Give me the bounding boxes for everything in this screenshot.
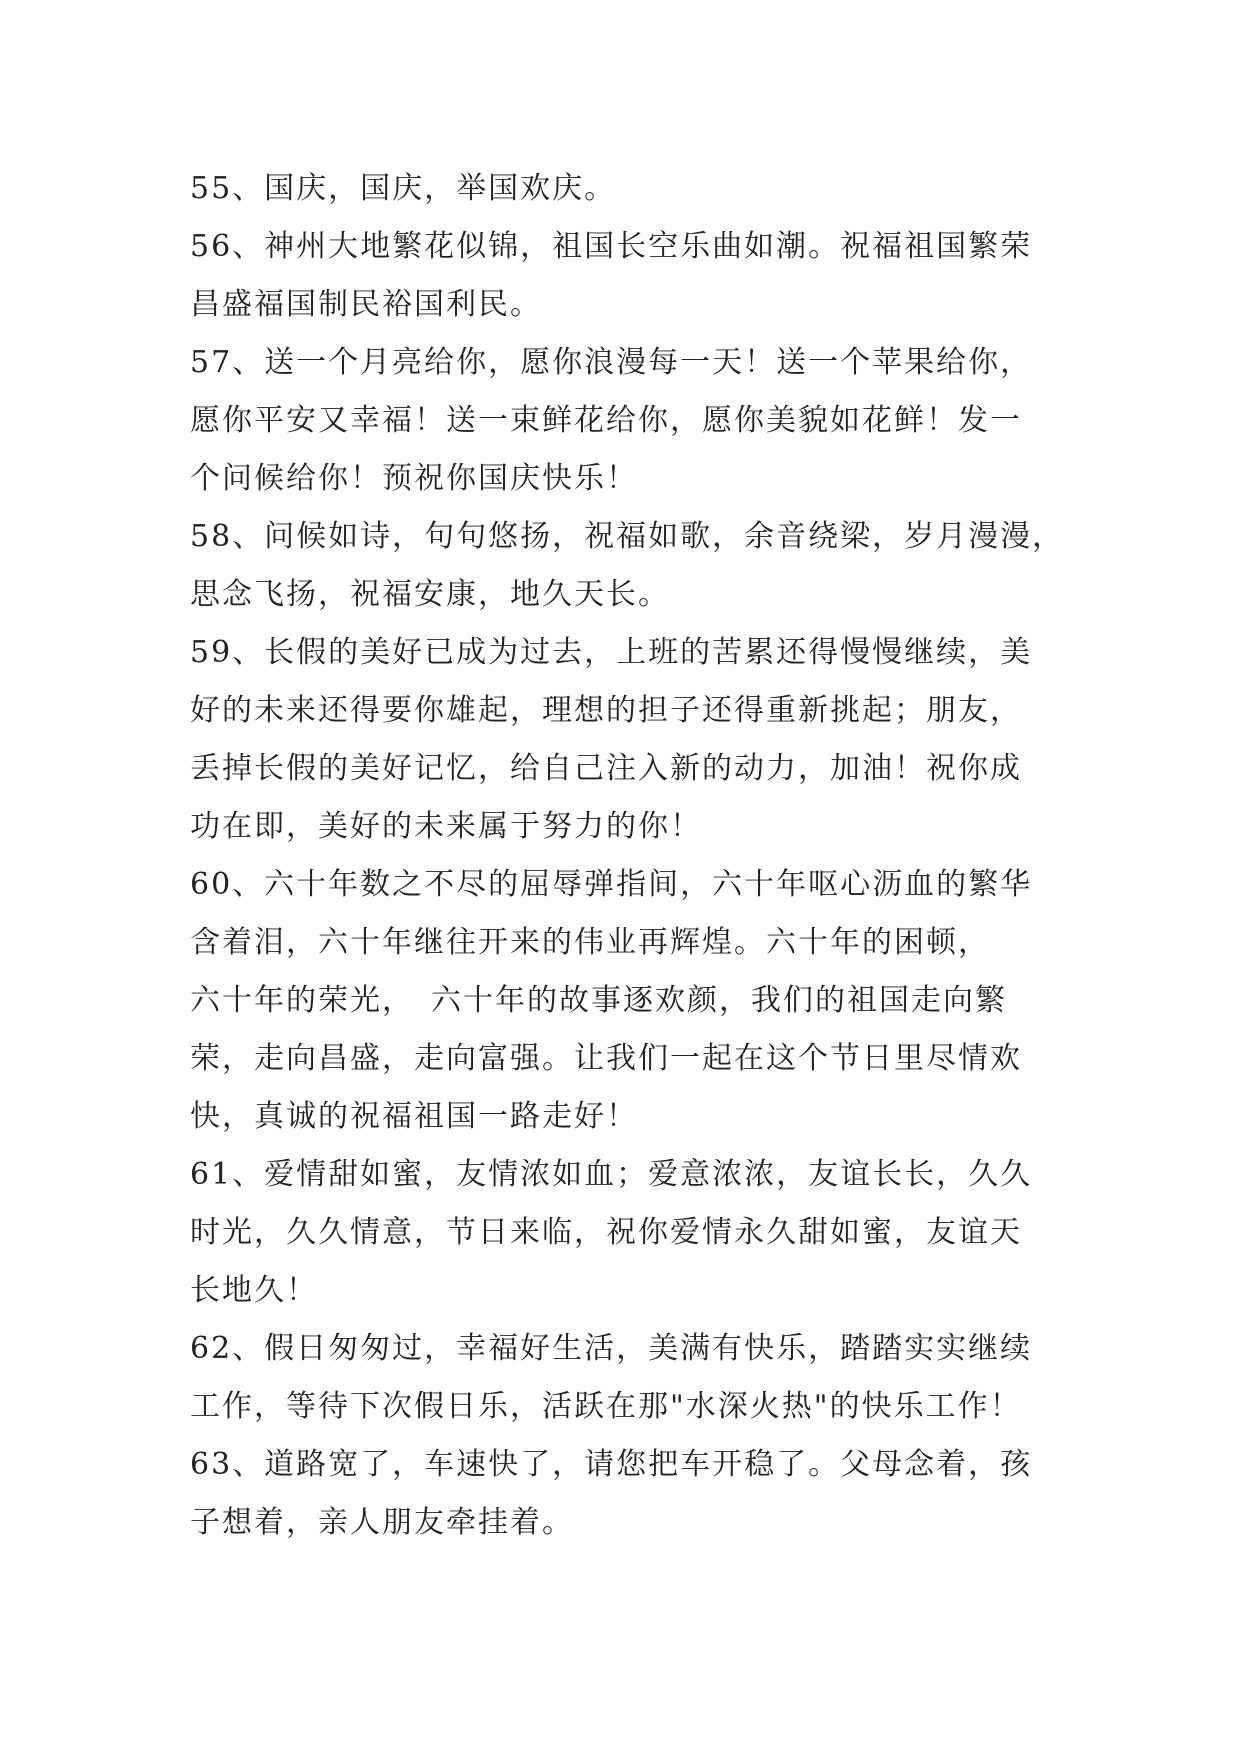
text-line: 工作，等待下次假日乐，活跃在那"水深火热"的快乐工作！ [190,1389,1022,1424]
blessing-entry [190,1146,1070,1320]
text-line: 长地久！ [190,1273,318,1308]
text-line: 个问候给你！预祝你国庆快乐！ [190,461,638,496]
text-line: 58、问候如诗，句句悠扬，祝福如歌，余音绕梁，岁月漫漫， [190,519,1065,554]
blessing-entry [190,160,1070,218]
text-line: 荣，走向昌盛，走向富强。让我们一起在这个节日里尽情欢 [190,1041,1022,1076]
text-line: 57、送一个月亮给你，愿你浪漫每一天！送一个苹果给你， [190,345,1033,380]
text-line: 55、国庆，国庆，举国欢庆。 [190,171,617,206]
text-line: 60、六十年数之不尽的屈辱弹指间，六十年呕心沥血的繁华 [190,867,1033,902]
blessing-entry [190,624,1070,856]
text-line: 含着泪，六十年继往开来的伟业再辉煌。六十年的困顿， [190,925,990,960]
blessing-entry [190,1320,1070,1436]
text-line: 丢掉长假的美好记忆，给自己注入新的动力，加油！祝你成 [190,751,1022,786]
blessing-entry [190,334,1070,508]
text-line: 59、长假的美好已成为过去，上班的苦累还得慢慢继续，美 [190,635,1033,670]
blessing-entry [190,856,1070,1146]
text-line: 时光，久久情意，节日来临，祝你爱情永久甜如蜜，友谊天 [190,1215,1022,1250]
text-line: 62、假日匆匆过，幸福好生活，美满有快乐，踏踏实实继续 [190,1331,1033,1366]
text-line: 功在即，美好的未来属于努力的你！ [190,809,702,844]
blessing-entry [190,1436,1070,1552]
text-line: 快，真诚的祝福祖国一路走好！ [190,1099,638,1134]
text-line: 六十年的荣光， 六十年的故事逐欢颜，我们的祖国走向繁 [190,983,1007,1018]
text-line: 56、神州大地繁花似锦，祖国长空乐曲如潮。祝福祖国繁荣 [190,229,1033,264]
blessing-entry [190,508,1070,624]
text-line: 昌盛福国制民裕国利民。 [190,287,542,322]
text-line: 63、道路宽了，车速快了，请您把车开稳了。父母念着，孩 [190,1447,1033,1482]
text-line: 子想着，亲人朋友牵挂着。 [190,1505,574,1540]
text-line: 思念飞扬，祝福安康，地久天长。 [190,577,670,612]
text-line: 61、爱情甜如蜜，友情浓如血；爱意浓浓，友谊长长，久久 [190,1157,1033,1192]
blessing-entry [190,218,1070,334]
document-body [190,160,1070,1552]
text-line: 好的未来还得要你雄起，理想的担子还得重新挑起；朋友， [190,693,1022,728]
text-line: 愿你平安又幸福！送一束鲜花给你，愿你美貌如花鲜！发一 [190,403,1022,438]
